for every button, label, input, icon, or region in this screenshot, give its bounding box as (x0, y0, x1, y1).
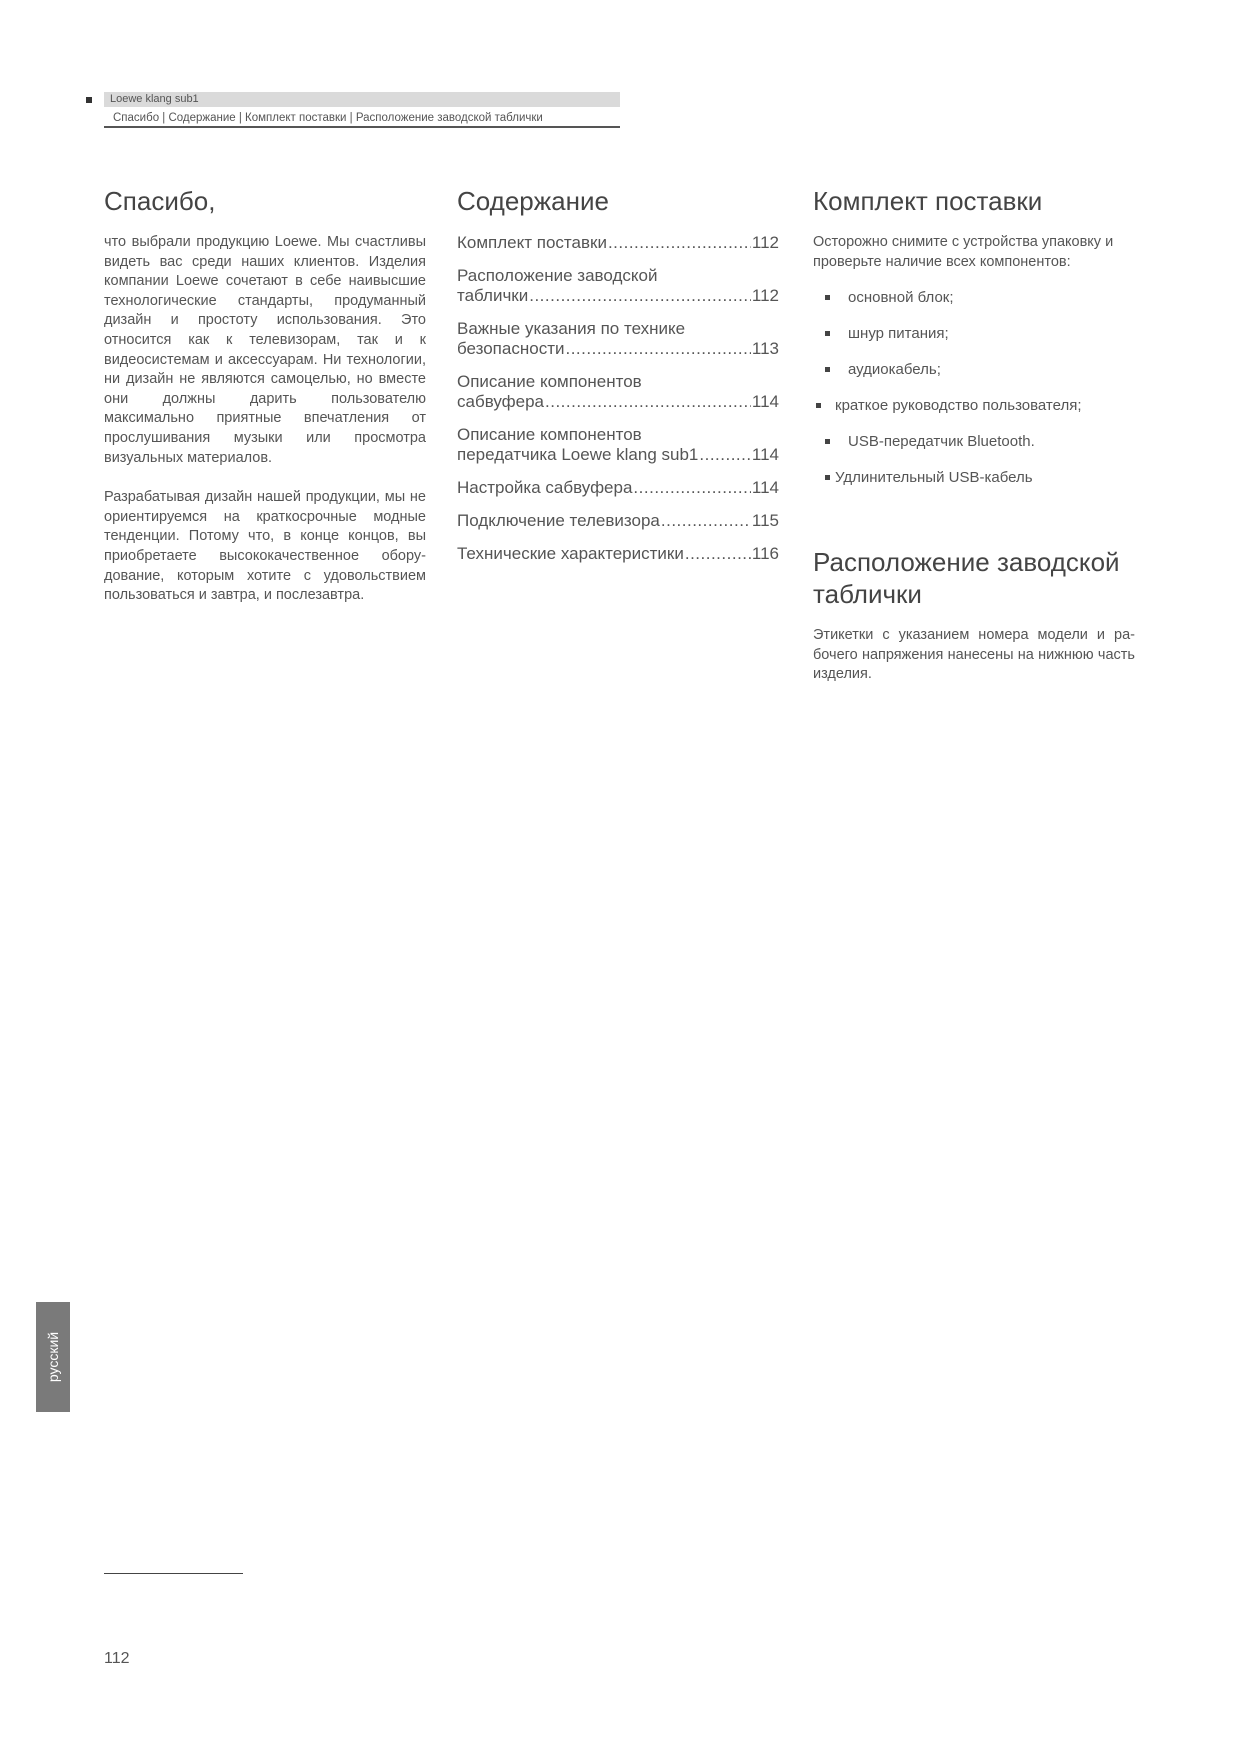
list-item: Удлинительный USB-кабель (813, 468, 1135, 488)
toc-item-page: 112 (751, 233, 779, 252)
bullet-icon (816, 403, 821, 408)
toc-item-page: 116 (751, 544, 779, 563)
toc-item-page: 114 (751, 392, 779, 411)
toc-item-page: 115 (751, 511, 779, 530)
toc-item-subwoofer-components[interactable] (457, 372, 779, 412)
toc-item-delivery[interactable] (457, 233, 779, 253)
thanks-heading: Спасибо, (104, 186, 216, 216)
toc-item-label: безопасности (457, 339, 565, 358)
toc-item-safety[interactable] (457, 319, 779, 359)
header-product-name: Loewe klang sub1 (104, 92, 620, 107)
toc-item-tv-connection[interactable] (457, 511, 779, 531)
list-item: краткое руководство пользователя; (813, 396, 1135, 416)
nameplate-text: Этикетки с указанием номера модели и рабочего напряжения нанесены на нижнюю часть изделия. (813, 627, 1135, 683)
list-item: основной блок; (813, 288, 1135, 308)
language-tab-label: русский (45, 1331, 61, 1383)
page-number: 112 (104, 1650, 130, 1667)
bullet-icon (825, 439, 830, 444)
toc-item-label-line1: Описание компонентов (457, 425, 642, 444)
toc-item-label: таблички (457, 286, 529, 305)
delivery-section (813, 185, 1135, 685)
footer-divider (104, 1573, 243, 1574)
bullet-icon (825, 295, 830, 300)
toc-item-label-line1: Расположение заводской (457, 266, 658, 285)
list-item: аудиокабель; (813, 360, 1135, 380)
language-tab[interactable] (36, 1302, 70, 1412)
delivery-intro: Осторожно снимите с устройства упаковку и проверьте наличие всех компонентов: (813, 234, 1114, 270)
bullet-icon (825, 475, 830, 480)
toc-item-label-line1: Важные указания по технике (457, 319, 686, 338)
toc-item-transmitter-components[interactable] (457, 425, 779, 465)
contents-section (457, 185, 779, 577)
list-item: USB-передатчик Bluetooth. (813, 432, 1135, 452)
toc-item-page: 113 (751, 339, 779, 358)
toc-item-specifications[interactable] (457, 544, 779, 564)
thanks-section (104, 185, 426, 606)
delivery-list (813, 288, 1135, 488)
bullet-icon (825, 331, 830, 336)
toc-item-label-line1: Описание компонентов (457, 372, 642, 391)
toc-item-page: 112 (751, 286, 779, 305)
delivery-heading: Комплект поставки (813, 186, 1043, 216)
table-of-contents (457, 233, 779, 564)
breadcrumb: Спасибо | Содержание | Комплект поставки | Расположение заводской таблички (104, 110, 620, 128)
header-marker (86, 97, 92, 103)
toc-item-nameplate[interactable] (457, 266, 779, 306)
toc-item-page: 114 (751, 478, 779, 497)
nameplate-heading: Расположение заводской таблички (813, 547, 1120, 610)
list-item: шнур питания; (813, 324, 1135, 344)
toc-item-label: передатчика Loewe klang sub1 (457, 445, 699, 464)
thanks-paragraph-1: что выбрали продукцию Loewe. Мы счастливы видеть вас среди наших клиентов. Изделия компании Loewe сочетают в себе наивысшие технологические стандарты, продуманный дизайн и простоту использования. Это относится как к телевизорам, так и к видеосистемам и аксессуарам. Ни технологии, ни дизайн не являются самоцелью, но вместе они должны дарить пользователю максимально приятные впечатления от прослушивания музыки или просмотра визуальных материалов. (104, 234, 426, 466)
toc-item-label: Технические характеристики (457, 544, 684, 563)
toc-item-label: Комплект поставки (457, 233, 607, 252)
toc-item-label: сабвуфера (457, 392, 545, 411)
thanks-paragraph-2: Разрабатывая дизайн нашей продукции, мы не ориентируемся на краткосрочные модные тенденции. Потому что, в конце концов, вы приобретаете высококачественное оборудование, которым хотите с удовольствием пользоваться и завтра, и послезавтра. (104, 489, 426, 604)
toc-item-subwoofer-setup[interactable] (457, 478, 779, 498)
toc-item-page: 114 (751, 445, 779, 464)
contents-heading: Содержание (457, 186, 609, 216)
toc-item-label: Настройка сабвуфера (457, 478, 633, 497)
toc-item-label: Подключение телевизора (457, 511, 660, 530)
bullet-icon (825, 367, 830, 372)
